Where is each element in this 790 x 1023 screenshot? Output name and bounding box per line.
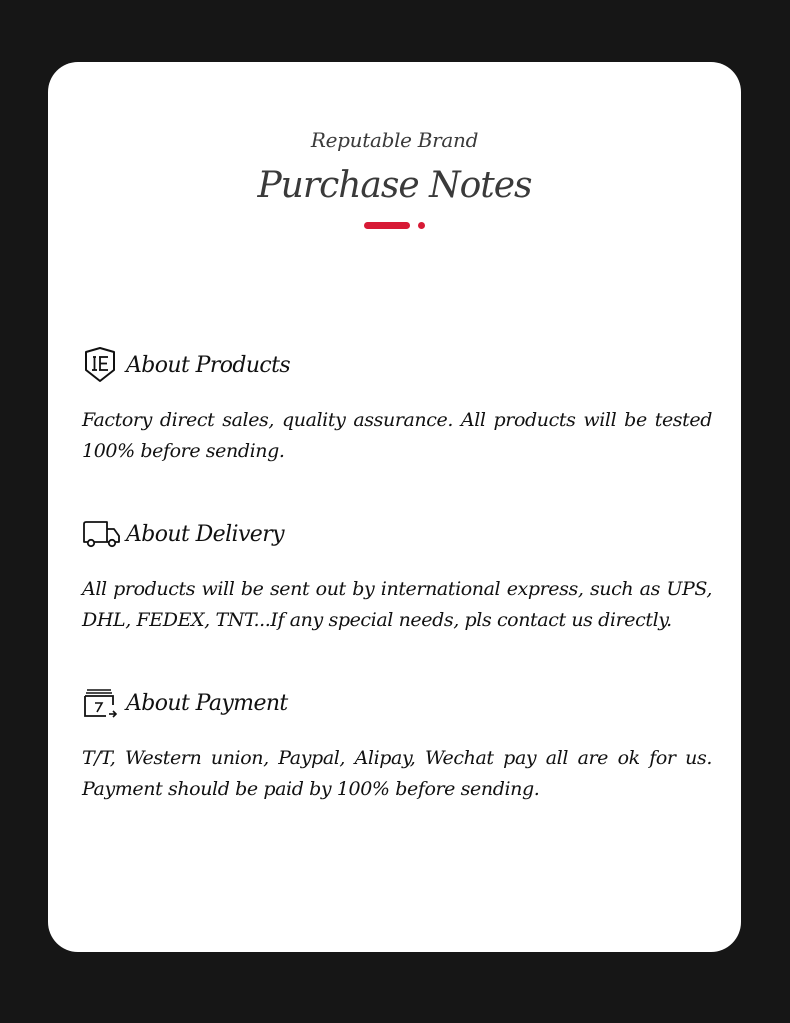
section-title: About Payment bbox=[126, 690, 288, 716]
payment-card-icon bbox=[82, 683, 122, 723]
shield-badge-icon bbox=[82, 345, 122, 385]
section-body: T/T, Western union, Paypal, Alipay, Wechat pay all are ok for us. Payment should be paid by 100% before sending. bbox=[82, 747, 712, 800]
section-about-products bbox=[82, 345, 712, 467]
section-title: About Delivery bbox=[126, 521, 284, 547]
section-body: Factory direct sales, quality assurance. All products will be tested 100% before sending. bbox=[82, 409, 712, 462]
divider-bar bbox=[364, 222, 410, 229]
section-header bbox=[82, 345, 712, 385]
section-body: All products will be sent out by international express, such as UPS, DHL, FEDEX, TNT...If any special needs, pls contact us directly. bbox=[82, 578, 712, 631]
title-divider bbox=[48, 222, 741, 230]
page-title: Purchase Notes bbox=[257, 165, 532, 206]
section-title: About Products bbox=[126, 352, 291, 378]
delivery-truck-icon bbox=[82, 514, 122, 554]
brand-subtitle: Reputable Brand bbox=[310, 128, 479, 152]
section-about-delivery bbox=[82, 514, 712, 636]
section-header bbox=[82, 514, 712, 554]
card-header bbox=[48, 126, 741, 230]
purchase-notes-card bbox=[48, 62, 741, 952]
divider-dot bbox=[418, 222, 425, 229]
section-header bbox=[82, 683, 712, 723]
section-about-payment bbox=[82, 683, 712, 805]
